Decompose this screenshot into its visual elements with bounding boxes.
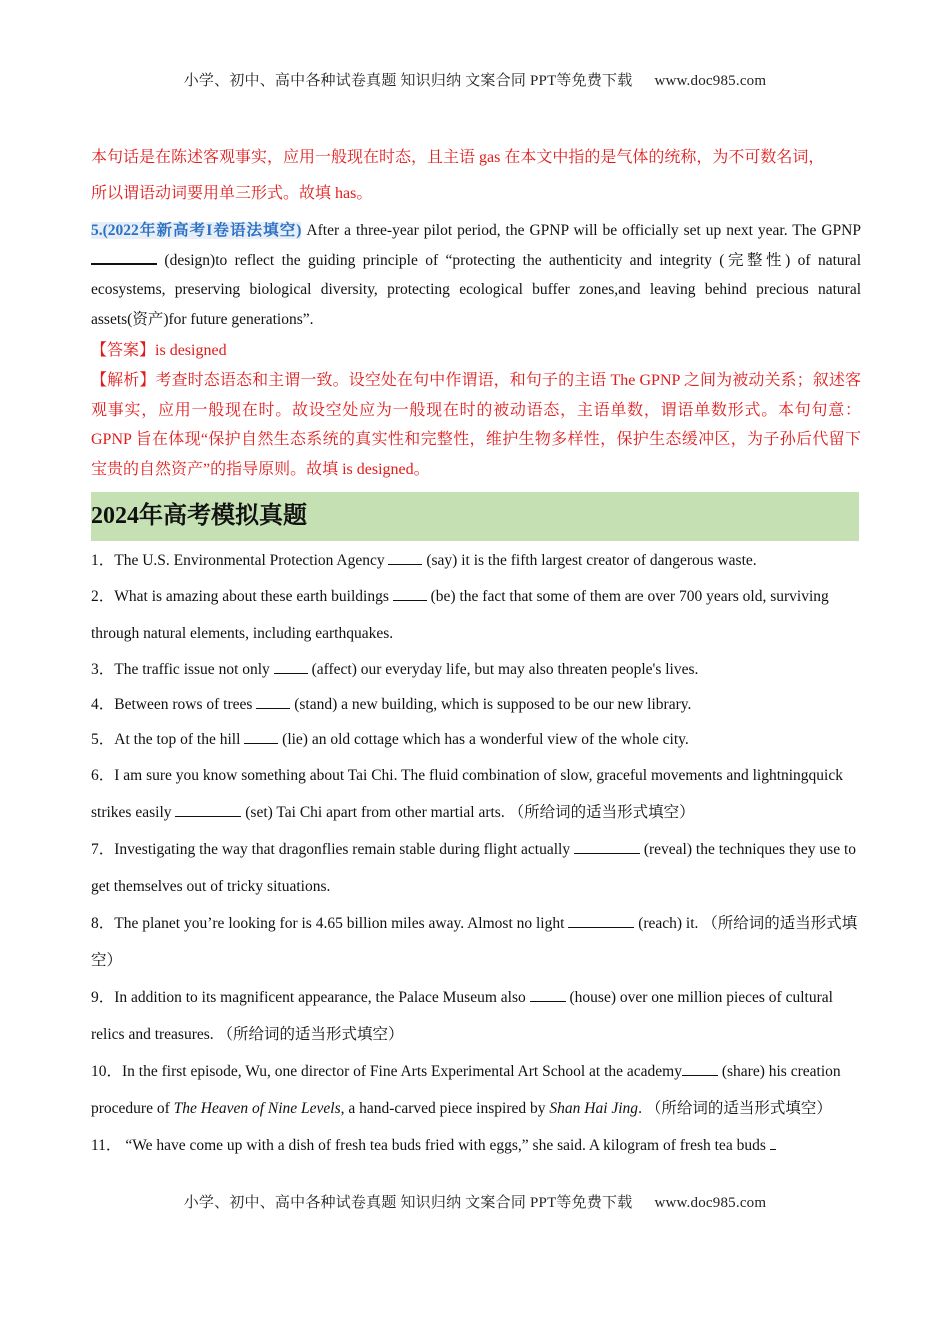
question-number: 11． xyxy=(91,1137,122,1154)
answer-text: is designed xyxy=(155,342,227,359)
header-text: 小学、初中、高中各种试卷真题 知识归纳 文案合同 PPT等免费下载 xyxy=(183,73,633,89)
question-text: (share) his creation procedure of xyxy=(91,1063,841,1117)
question-text: In the first episode, Wu, one director of Fine Arts Experimental Art School at the academy xyxy=(122,1063,682,1080)
question-number: 9． xyxy=(91,989,115,1006)
work-title: The Heaven of Nine Levels xyxy=(173,1100,341,1117)
question-text: Between rows of trees xyxy=(114,696,257,713)
section-heading: 2024年高考模拟真题 xyxy=(91,492,859,541)
document-body xyxy=(91,140,861,1164)
answer-blank xyxy=(175,802,241,817)
question-number: 8． xyxy=(91,915,115,932)
question-text: “We have come up with a dish of fresh tea buds fried with eggs,” she said. A kilogram of fresh tea buds xyxy=(121,1137,770,1154)
question-text: (set) Tai Chi apart from other martial arts. （所给词的适当形式填空） xyxy=(241,804,695,821)
question-item xyxy=(91,578,861,652)
question-text: In addition to its magnificent appearance, the Palace Museum also xyxy=(114,989,530,1006)
work-title: Shan Hai Jing xyxy=(549,1100,639,1117)
answer-blank xyxy=(682,1061,718,1076)
answer-blank xyxy=(388,550,422,565)
question-text: The planet you’re looking for is 4.65 billion miles away. Almost no light xyxy=(114,915,569,932)
intro-line-1: 本句话是在陈述客观事实，应用一般现在时态，且主语 gas 在本文中指的是气体的统称，为不可数名词， xyxy=(91,149,825,166)
question-text: . （所给词的适当形式填空） xyxy=(638,1100,832,1117)
question-item xyxy=(91,652,861,687)
page-header xyxy=(0,69,950,90)
footer-text: 小学、初中、高中各种试卷真题 知识归纳 文案合同 PPT等免费下载 xyxy=(183,1195,633,1211)
question-item xyxy=(91,1127,861,1164)
question-5-text-b: (design)to reflect the guiding principle of “protecting the authenticity and integrity (完整性) of natural ecosystems, preserving biological diversity, protecting ecological buffer zones,and leaving behind precious natural assets(资产)for future generations”. xyxy=(91,251,861,328)
question-item xyxy=(91,757,861,831)
intro-line-2: 所以谓语动词要用单三形式。故填 has。 xyxy=(91,185,373,202)
question-text: What is amazing about these earth buildings xyxy=(114,588,393,605)
question-text: (house) over one million pieces of cultural relics and treasures. （所给词的适当形式填空） xyxy=(91,989,833,1043)
answer-blank xyxy=(770,1135,776,1150)
question-item xyxy=(91,905,861,979)
question-text: Investigating the way that dragonflies remain stable during flight actually xyxy=(114,841,574,858)
answer-blank xyxy=(574,839,640,854)
answer-blank xyxy=(393,586,427,601)
question-item xyxy=(91,831,861,905)
question-text: (lie) an old cottage which has a wonderful view of the whole city. xyxy=(278,731,689,748)
question-number: 4． xyxy=(91,696,115,713)
answer-blank xyxy=(256,694,290,709)
question-text: I am sure you know something about Tai Chi. The fluid combination of slow, graceful movements and lightningquick strikes easily xyxy=(91,767,843,821)
analysis-text: 考查时态语态和主谓一致。设空处在句中作谓语，和句子的主语 The GPNP 之间为被动关系；叙述客观事实，应用一般现在时。故设空处应为一般现在时的被动语态，主语单数，谓语单数形式。本句句意：GPNP 旨在体现“保护自然生态系统的真实性和完整性，维护生物多样性，保护生态缓冲区，为子孙后代留下宝贵的自然资产”的指导原则。故填 is designed。 xyxy=(91,372,861,478)
question-item xyxy=(91,1053,861,1127)
question-text: (reveal) the techniques they use to get themselves out of tricky situations. xyxy=(91,841,857,895)
question-number: 3． xyxy=(91,661,115,678)
analysis-label: 【解析】 xyxy=(91,372,156,389)
answer-blank xyxy=(530,987,566,1002)
question-number: 10． xyxy=(91,1063,123,1080)
question-item xyxy=(91,979,861,1053)
question-text: (stand) a new building, which is supposed to be our new library. xyxy=(290,696,692,713)
question-text: The U.S. Environmental Protection Agency xyxy=(114,552,389,569)
page-footer xyxy=(0,1191,950,1212)
question-text: (reach) it. （所给词的适当形式填空） xyxy=(91,915,858,969)
question-5-answer xyxy=(91,336,861,366)
question-number: 1． xyxy=(91,552,115,569)
question-5 xyxy=(91,216,861,334)
question-text: The traffic issue not only xyxy=(114,661,274,678)
question-item xyxy=(91,722,861,757)
question-5-text-a: After a three-year pilot period, the GPNP will be officially set up next year. The GPNP xyxy=(301,222,861,239)
question-number: 5． xyxy=(91,731,115,748)
question-item xyxy=(91,543,861,578)
answer-blank xyxy=(244,729,278,744)
question-number: 2． xyxy=(91,588,115,605)
question-text: (be) the fact that some of them are over 700 years old, surviving through natural elements, including earthquakes. xyxy=(91,588,829,642)
question-text: , a hand-carved piece inspired by xyxy=(340,1100,550,1117)
answer-blank xyxy=(274,659,308,674)
question-number: 7． xyxy=(91,841,115,858)
question-text: At the top of the hill xyxy=(114,731,245,748)
question-text: (say) it is the fifth largest creator of dangerous waste. xyxy=(422,552,757,569)
question-5-analysis xyxy=(91,366,861,484)
question-item xyxy=(91,687,861,722)
answer-blank xyxy=(568,913,634,928)
answer-label: 【答案】 xyxy=(91,342,156,359)
question-5-blank xyxy=(91,248,157,265)
question-text: (affect) our everyday life, but may also threaten people's lives. xyxy=(307,661,699,678)
footer-url[interactable]: www.doc985.com xyxy=(654,1195,767,1211)
question-number: 6． xyxy=(91,767,115,784)
header-url[interactable]: www.doc985.com xyxy=(654,73,767,89)
question-5-source: 5.(2022年新高考I卷语法填空) xyxy=(91,222,302,239)
